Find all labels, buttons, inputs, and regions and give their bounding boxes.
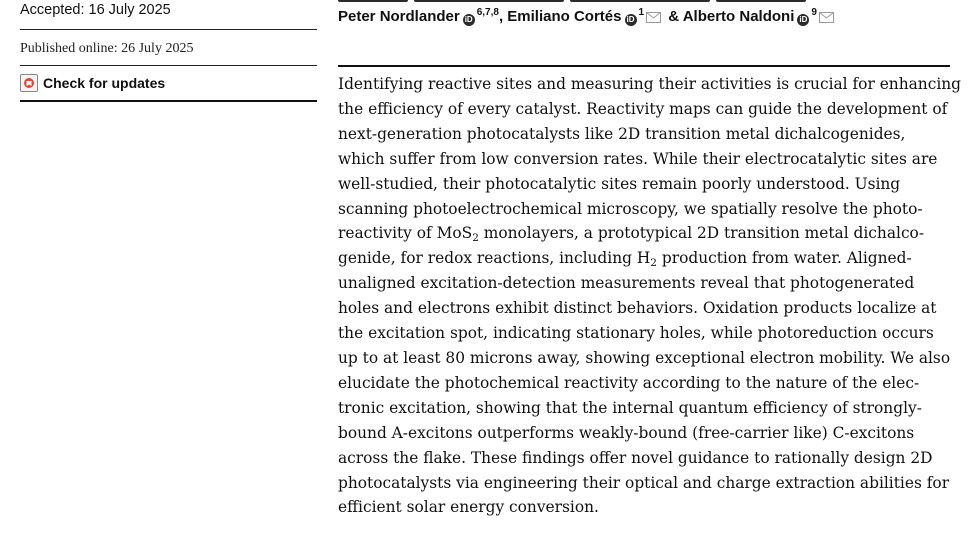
abstract-line: unaligned excitation-detection measurements reveal that photogenerated	[338, 274, 915, 293]
abstract	[338, 72, 962, 520]
abstract-line	[338, 221, 958, 246]
abstract-line: across the flake. These findings offer novel guidance to rationally design 2D	[338, 448, 933, 467]
orcid-icon[interactable]: iD	[626, 15, 635, 24]
check-for-updates-link[interactable]	[20, 66, 317, 102]
abstract-line: elucidate the photochemical reactivity according to the nature of the elec-	[338, 373, 920, 392]
abstract-line: scanning photoelectrochemical microscopy, we spatially resolve the photo-	[338, 199, 923, 218]
author-affiliation: 6,7,8	[476, 7, 499, 18]
orcid-icon[interactable]: iD	[464, 15, 473, 24]
cropped-text-fragment	[716, 0, 806, 2]
author-conjunction: &	[668, 8, 680, 25]
cropped-text-fragment	[414, 0, 564, 2]
mail-icon[interactable]	[819, 10, 834, 27]
author-affiliation: 1	[638, 7, 645, 18]
article-history-panel	[20, 0, 317, 102]
cropped-text-fragment	[338, 0, 408, 2]
abstract-divider	[338, 65, 950, 67]
abstract-line: holes and electrons exhibit distinct behaviors. Oxidation products localize at	[338, 299, 937, 318]
abstract-line	[338, 246, 958, 271]
cropped-author-line	[338, 0, 958, 4]
published-date: Published online: 26 July 2025	[20, 32, 317, 66]
abstract-line: bound A-excitons outperforms weakly-bound (free-carrier like) C-excitons	[338, 423, 915, 442]
cropped-text-fragment	[570, 0, 710, 2]
check-for-updates-icon	[20, 74, 38, 92]
mail-icon[interactable]	[646, 10, 661, 27]
author-name[interactable]: Emiliano Cortés	[507, 8, 622, 25]
subscript: 2	[472, 232, 479, 245]
check-for-updates-label: Check for updates	[43, 75, 166, 91]
orcid-icon[interactable]: iD	[799, 15, 808, 24]
abstract-line: Identifying reactive sites and measuring their activities is crucial for enhancing	[338, 75, 962, 93]
abstract-line: well-studied, their photocatalytic sites remain poorly understood. Using	[338, 174, 901, 193]
abstract-text: reactivity of MoS	[338, 224, 473, 243]
abstract-text: production from water. Aligned-	[656, 249, 912, 268]
abstract-line: the efficiency of every catalyst. Reactivity maps can guide the development of	[338, 99, 948, 118]
author-name[interactable]: Peter Nordlander	[338, 8, 460, 25]
abstract-line: efficient solar energy conversion.	[338, 498, 599, 517]
abstract-text: monolayers, a prototypical 2D transition metal dichalco-	[478, 224, 925, 243]
abstract-text: genide, for redox reactions, including H	[338, 249, 651, 268]
accepted-date: Accepted: 16 July 2025	[20, 0, 317, 30]
author-name[interactable]: Alberto Naldoni	[682, 8, 795, 25]
abstract-line: up to at least 80 microns away, showing exceptional electron mobility. We also	[338, 348, 951, 367]
abstract-line: the excitation spot, indicating stationary holes, while photoreduction occurs	[338, 324, 934, 343]
abstract-line: which suffer from low conversion rates. While their electrocatalytic sites are	[338, 149, 938, 168]
subscript: 2	[650, 257, 657, 270]
abstract-line: tronic excitation, showing that the internal quantum efficiency of strongly-	[338, 398, 922, 417]
abstract-line: next-generation photocatalysts like 2D transition metal dichalcogenides,	[338, 124, 906, 143]
author-affiliation: 9	[811, 7, 817, 18]
abstract-line: photocatalysts via engineering their optical and charge extraction abilities for	[338, 473, 950, 492]
author-list: Peter Nordlander iD$^{6,7,8}$, Emiliano Cortés $iD^1$ & Alberto Naldoni $iD^9$	[338, 8, 837, 27]
